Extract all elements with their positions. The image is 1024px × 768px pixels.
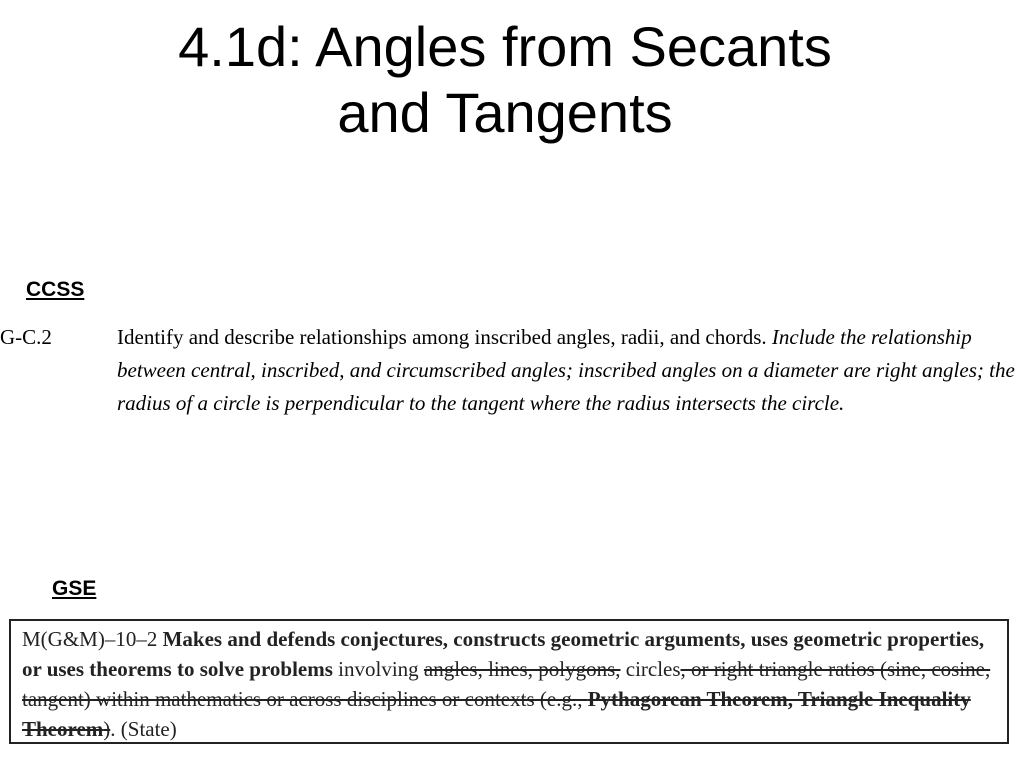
gse-struck-text-2: , or right triangle ratios (sine, cosine, tangent) within mathematics or across disciplines or contexts (e.g., bbox=[22, 657, 991, 711]
gse-ending: . (State) bbox=[110, 717, 177, 741]
gse-standard-code: M(G&M)–10–2 bbox=[22, 627, 163, 651]
slide-title-line2: and Tangents bbox=[337, 81, 673, 144]
slide-title-line1: 4.1d: Angles from Secants bbox=[178, 15, 832, 78]
ccss-standard-code: G-C.2 bbox=[0, 325, 52, 349]
gse-section-label: GSE bbox=[52, 577, 97, 600]
ccss-standard-text bbox=[117, 321, 1017, 420]
gse-standard-bold: Makes and defends conjectures, constructs geometric arguments, uses geometric properties, or uses theorems to solve problems bbox=[22, 627, 985, 681]
slide-title bbox=[0, 14, 1010, 146]
gse-bold-examples: Pythagorean Theorem, Triangle Inequality Theorem bbox=[22, 687, 971, 741]
gse-involving: involving bbox=[332, 657, 424, 681]
ccss-section-label: CCSS bbox=[26, 278, 85, 301]
gse-struck-text-1: angles, lines, polygons, bbox=[423, 657, 621, 681]
gse-standard-text bbox=[22, 624, 997, 744]
gse-struck-text-3: ) bbox=[103, 717, 111, 741]
gse-circles: circles bbox=[620, 657, 681, 681]
ccss-standard-plain: Identify and describe relationships among inscribed angles, radii, and chords. bbox=[117, 325, 772, 349]
ccss-standard-italic: Include the relationship between central, inscribed, and circumscribed angles; inscribed angles on a diameter are right angles; the radius of a circle is perpendicular to the tangent where the radius intersects the circle. bbox=[117, 325, 1015, 415]
